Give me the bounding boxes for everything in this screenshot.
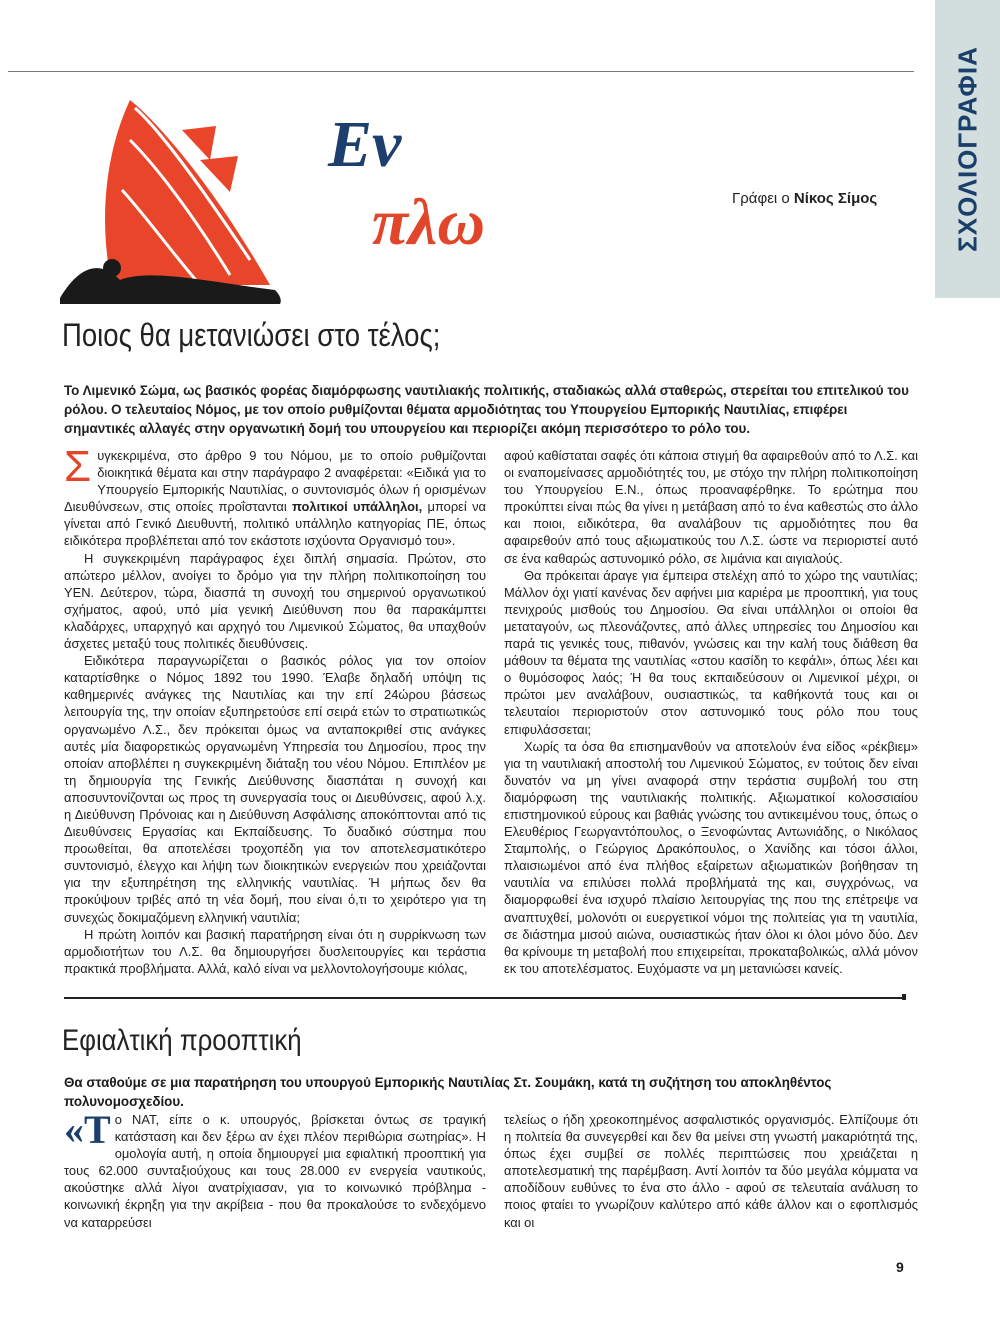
article2-paragraph: [64, 1107, 486, 1231]
top-rule: [8, 71, 914, 72]
text: μπορεί να γίνεται από Γενικό Διευθυντή, πολιτικό υπάλληλο κατηγορίας ΠΕ, όπως ειδικότερα προβλέπεται από τον εκάστοτε ισχύοντα Οργανισμό του».: [64, 499, 487, 549]
article1-lead: Το Λιμενικό Σώμα, ως βασικός φορέας διαμόρφωσης ναυτιλιακής πολιτικής, σταδιακώς αλλά σταθερώς, στερείται του επιτελικού του ρόλου. Ο τελευταίος Νόμος, με τον οποίο ρυθμίζονται θέματα αρμοδιότητας του Υπουργείου Εμπορικής Ναυτιλίας, επιφέρει σημαντικές αλλαγές στην οργανωτική δομή του υπουργείου και περιορίζει ακόμη περισσότερο το ρόλο του.: [64, 383, 909, 436]
quote-glyph: «: [64, 1107, 84, 1152]
logo-word-plo: πλω: [372, 186, 486, 259]
section-divider: [64, 997, 906, 999]
article1-column-left: [64, 442, 487, 977]
byline: [732, 190, 877, 207]
article1-paragraph: Ειδικότερα παραγνωρίζεται ο βασικός ρόλος για τον οποίον καταρτίσθηκε ο Νόμος 1892 του 1990. Έλαβε δηλαδή υπόψη τις καθημερινές ανάγκες της Ναυτιλίας και την επί 24ώρου βάσεως λειτουργία της, την οποίαν εξυπηρετούσε επί σειρά ετών το στρατιωτικώς οργανωμένο Λ.Σ., δεν πρόκειται όμως να ανταποκριθεί στις ανάγκες αυτές μία διαφορετικώς οργανωμένη Υπηρεσία του Δημοσίου, προς την οποίαν αποβλέπει η συγκεκριμένη διάταξη του νέου Νόμου. Επιπλέον με τη δημιουργία της Γενικής Διεύθυνσης διασπάται η συνοχή και αποσυντονίζονται ως προς τη συνεργασία τους οι Διευθύνσεις, αφού λ.χ. η Διεύθυνση Πρόνοιας και η Διεύθυνση Ασφάλισης αποκόπτονται από τις Διευθύνσεις Εργασίας και Εκπαίδευσης. Το δυαδικό σύστημα που προωθείται, θα αποτελέσει τροχοπέδη για τον αποτελεσματικότερο συντονισμό, έλεγχο και λήψη των διοικητικών ενεργειών που χρειάζονται για την εξυπηρέτηση της ελληνικής ναυτιλίας. Ή μήπως δεν θα προκύψουν τριβές από τη νέα δομή, που είναι ό,τι το χειρότερο για τη συνεχώς δοκιμαζόμενη ελληνική ναυτιλία;: [64, 653, 486, 925]
article1-paragraph: Η πρώτη λοιπόν και βασική παρατήρηση είναι ότι η συρρίκνωση των αρμοδιοτήτων του Λ.Σ. θα δημιουργήσει δυσλειτουργίες και τεράστια πρακτικά προβλήματα. Αλλά, καλό είναι να μελλοντολογήσουμε κιόλας,: [64, 926, 486, 976]
section-divider-end: [902, 994, 906, 1000]
section-label: ΣΧΟΛΙΟΓΡΑΦΙΑ: [952, 46, 982, 252]
section-tab: [935, 0, 1000, 298]
page-number: 9: [896, 1259, 904, 1275]
dropcap: Τ: [84, 1107, 111, 1152]
ship-icon: [60, 100, 300, 305]
article2-column-left: [64, 1107, 486, 1231]
logo-word-en: Εν: [328, 108, 402, 181]
article2-lead: Θα σταθούμε σε μια παρατήρηση του υπουργού Εμπορικής Ναυτιλίας Στ. Σουμάκη, κατά τη συζήτηση του αποκληθέντος πολυνομοσχεδίου.: [64, 1075, 832, 1109]
dropcap: Σ: [64, 442, 92, 491]
text: ο ΝΑΤ, είπε ο κ. υπουργός, βρίσκεται όντως σε τραγική κατάσταση και δεν ξέρω αν έχει πλέον περιθώρια σωτηρίας». Η ομολογία αυτή, η οποία δημιουργεί μια εφιαλτική προοπτική για τους 62.000 συνταξιούχους και τους 28.000 εν ενεργεία ναυτικούς, ακούστηκε αλλά λίγοι ανατρίχιασαν, για το κοινωνικό πρόβλημα - κοινωνική έκρηξη για την ακρίβεια - που θα προκαλούσε το ενδεχόμενο να καταρρεύσει: [64, 1112, 486, 1230]
byline-prefix: Γράφει ο: [732, 190, 790, 207]
article2-title: Εφιαλτική προοπτική: [62, 1024, 302, 1057]
article1-paragraph: αφού καθίσταται σαφές ότι κάποια στιγμή θα αφαιρεθούν από το Λ.Σ. και οι εναπομείνασες αρμοδιότητές του, με στόχο την πλήρη πολιτικοποίηση του Υπουργείου Ε.Ν., όπως προαναφέρθηκε. Το ερώτημα που προκύπτει είναι πώς θα γίνει η μετάβαση από το ένα καθεστώς στο άλλο και ποιοι, ειδικότερα, θα αναλάβουν τις αρμοδιότητες που θα αφαιρεθούν από τους αξιωματικούς του Λ.Σ. ώστε να περιοριστεί αυτό σε ένα καθαρώς αστυνομικό ρόλο, σε λιμάνια και αιγιαλούς.: [504, 448, 918, 566]
quote-mark: [64, 1107, 111, 1152]
article1-paragraph: [64, 442, 487, 550]
article2-column-right: [504, 1111, 918, 1231]
byline-author: Νίκος Σίμος: [793, 190, 878, 207]
article1-column-right: [504, 447, 918, 977]
text: υγκεκριμένα, στο άρθρο 9 του Νόμου, με το οποίο ρυθμίζονται διοικητικά θέματα και στην παράγραφο 2 αναφέρεται: «Ειδικά για το Υπουργείο Εμπορικής Ναυτιλίας, ο συντονισμός όλων ή ορισμένων Διευθύνσεων, στις οποίες προΐστανται: [64, 448, 486, 515]
bold-text: πολιτικοί υπάλληλοι,: [292, 499, 423, 515]
article2-paragraph: τελείως ο ήδη χρεοκοπημένος ασφαλιστικός οργανισμός. Ελπίζουμε ότι η πολιτεία θα συνεγερθεί και δεν θα μείνει στη γνωστή μακαριότητά της, όπως έχει συμβεί σε πολλές περιπτώσεις που χρειάζεται η αποτελεσματική της παρέμβαση. Αντί λοιπόν τα δύο μεγάλα κόμματα να αποδίδουν ευθύνες το ένα στο άλλο - αφού σε τελευταία ανάλυση το ποιος φταίει το γνωρίζουν καλύτερο από κάθε άλλον και ο εφοπλισμός και οι: [504, 1112, 918, 1230]
article1-paragraph: Θα πρόκειται άραγε για έμπειρα στελέχη από το χώρο της ναυτιλίας; Μάλλον όχι γιατί κανένας δεν αφήνει μια καριέρα με προοπτική, για τους πενιχρούς μισθούς του Δημοσίου. Θα είναι υπάλληλοι οι οποίοι θα μεταταγούν, ως πλεονάζοντες, από άλλες υπηρεσίες του Δημοσίου και παρά τις γενικές τους, πιθανόν, γνώσεις και την καλή τους διάθεση θα μάθουν τα θέματα της ναυτιλίας «στου κασίδη το κεφάλι», όπως λέει και ο θυμόσοφος λαός; Ή θα τους εκπαιδεύσουν οι Λιμενικοί μέχρι, οι πρώτοι μεν αναλάβουν, ουσιαστικώς, τα καθήκοντά τους και οι τελευταίοι περιοριστούν στον αστυνομικό τους ρόλο που τους επιφυλάσσεται;: [504, 567, 918, 737]
article1-paragraph: Η συγκεκριμένη παράγραφος έχει διπλή σημασία. Πρώτον, στο απώτερο μέλλον, ανοίγει το δρόμο για την πλήρη πολιτικοποίηση του ΥΕΝ. Δεύτερον, τώρα, διασπά τη συνοχή του σημερινού οργανωτικού σχήματος, αφού, υπό μία γενική Διεύθυνση που θα παρακάμπτει κλαδάρχες, υπαρχηγό και αρχηγό του Λιμενικού Σώματος, θα υπαχθούν άσχετες μεταξύ τους πολιτικές διευθύνσεις.: [64, 550, 486, 652]
article1-paragraph: Χωρίς τα όσα θα επισημανθούν να αποτελούν ένα είδος «ρέκβιεμ» για τη ναυτιλιακή αποστολή του Λιμενικού Σώματος, εν τούτοις δεν είναι δυνατόν να μη γίνει αναφορά στην τεράστια συμβολή του στη διαμόρφωση της ναυτιλιακής πολιτικής. Αξιωματικοί κολοσσιαίου επιστημονικού εύρους και βαθιάς γνώσης του αντικειμένου τους, όπως ο Ελευθέριος Γεωργαντόπουλος, ο Ξενοφώντας Αντωνιάδης, ο Νικόλαος Σταμπολής, ο Γεώργιος Δρακόπουλος, ο Χανίδης και τόσοι άλλοι, πλαισιωμένοι από ένα πλήθος εξαίρετων αξιωματικών βοήθησαν τη ναυτιλία να επιλύσει πολλά προβλήματά της και, συγχρόνως, να διαμορφωθεί ένα ισχυρό πλαίσιο λειτουργίας της που της επέτρεψε να αναπτυχθεί, μολονότι οι ευεργετικοί νόμοι της πολιτείας για τη ναυτιλία, σε διάστημα μισού αιώνα, ουσιαστικώς ήταν όλοι κι όλοι μόνο δύο. Δεν θα κρίνουμε τη μεταβολή που επιχειρείται, προκαταβολικώς, αλλά μόνον εκ του αποτελέσματος. Ευχόμαστε να μη μετανιώσει κανείς.: [504, 738, 918, 976]
article1-title: Ποιος θα μετανιώσει στο τέλος;: [62, 317, 441, 353]
